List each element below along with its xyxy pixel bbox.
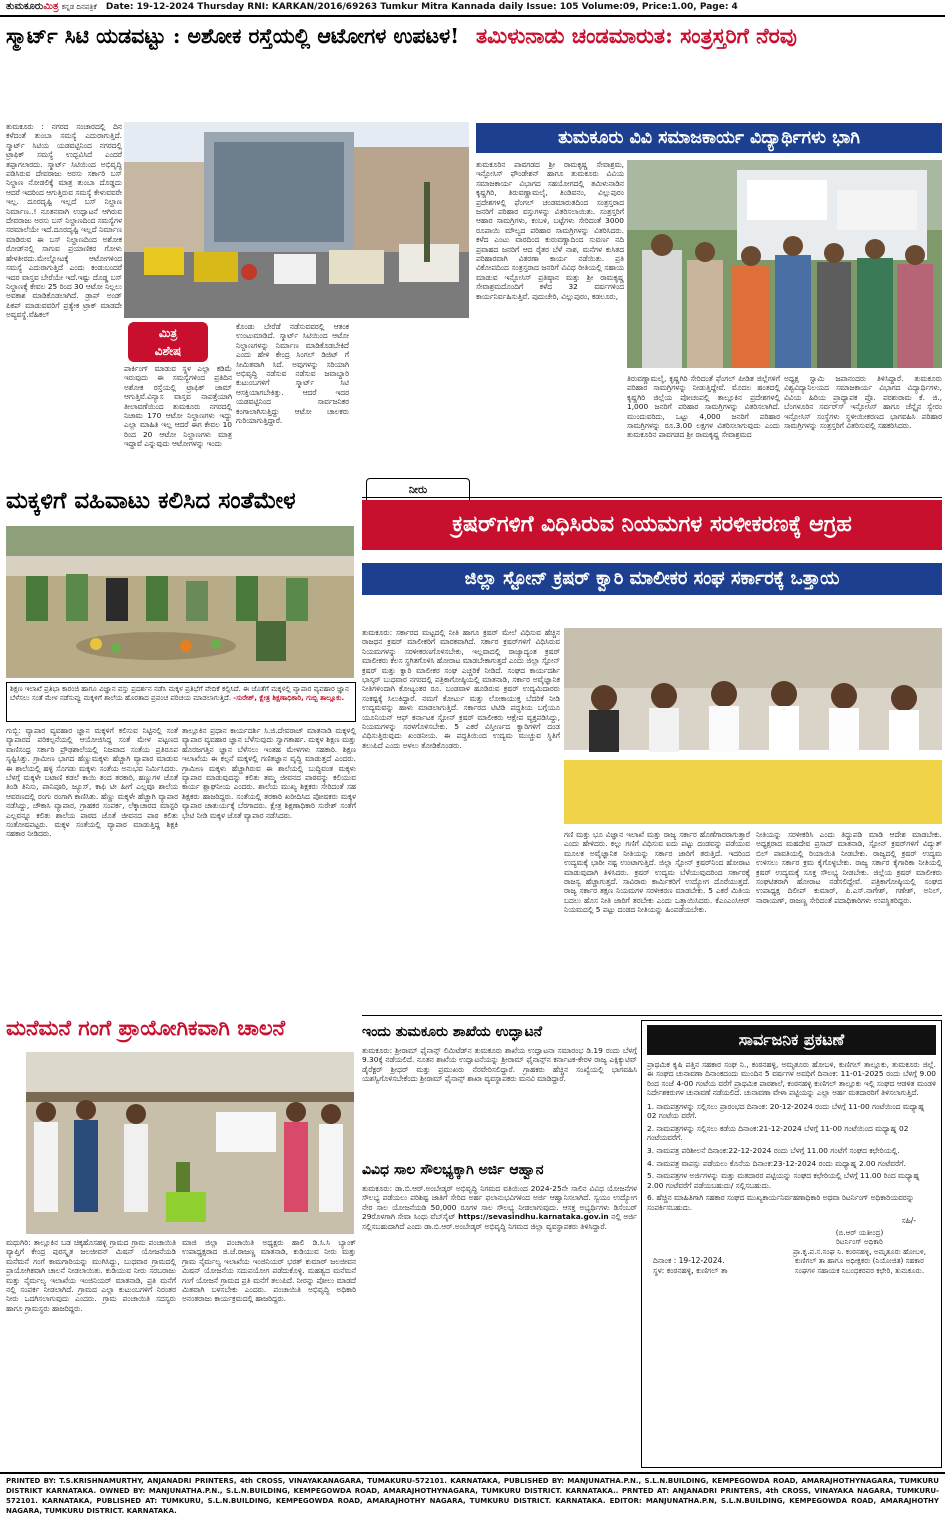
- story2-col3: ಅಧ್ಯಕ್ಷ ಸ್ವಾಮಿ ಜಪಾನಂದರು ತಿಳಿಸಿದ್ದಾರೆ. ತುಮಕೂರು ವಿಶ್ವವಿದ್ಯಾನಿಲಯದ ಸಮಾಜಕಾರ್ಯ ವಿಭಾಗದ ವಿದ್ಯಾರ್ಥಿಗಳು, ವಿವಿಯ ಹಿರಿಯ ಪ್ರಾಧ್ಯಾಪಕ ಪ್ರೊ. ಪರಶುರಾಮ ಕೆ. ಜಿ., ಬೆಂಗಳೂರಿನ ಸರ್ವರ್‌ಸ್ ಇನ್ಫೋಸಿಸ್ ಹಾಗೂ ಚೆನ್ನೈನ ಸ್ವೇರಂ ಇನ್ಫೋಸಿಸ್ ಸಂಸ್ಥೆಗಳು ಸ್ಥಳೀಯೀಕರಣದ ಭಾಗವಹಿಸಿ ಪರಿಹಾರ ಸಾಮಗ್ರಿಗಳನ್ನು ಸಂತ್ರಸ್ತರಿಗೆ ವಿತರಿಸುವಲ್ಲಿ ಸಹಕರಿಸಿದರು.: [784, 374, 942, 431]
- story2-headline: ತಮಿಳುನಾಡು ಚಂಡಮಾರುತ: ಸಂತ್ರಸ್ತರಿಗೆ ನೆರವು: [476, 23, 797, 48]
- story3-caption: [6, 682, 356, 722]
- brand-sub: ಕನ್ನಡ ದಿನಪತ್ರಿಕೆ: [61, 3, 97, 11]
- story3-col1: ಗುಬ್ಬಿ: ವ್ಯಾಪಾರ ವ್ಯವಹಾರ ಜ್ಞಾನ ಮಕ್ಕಳಿಗೆ ಕಲಿಸುವ ನಿಟ್ಟಿನಲ್ಲಿ ಸಂತೆ ವ್ಯಾಪಾರದ ಪರಿಕಲ್ಪನೆಯಲ್ಲಿ ಆಯೋಜಿಸಿದ್ದ ಸಂತೆ ಮೇಳ ಪಟ್ಟಣದ ವಾಣಿಸಂಧ್ರ ಸರ್ಕಾರಿ ಪ್ರೌಢಶಾಲೆಯಲ್ಲಿ ನಿಜವಾದ ಸಂತೆಯ ಪ್ರತಿರೂಪ ಸೃಷ್ಟಿಸಿತ್ತು. ಗ್ರಾಮೀಣ ಭಾಗದ ಹೆಣ್ಣುಮಕ್ಕಳು ಹೆಚ್ಚಾಗಿ ವ್ಯಾಪಾರ ಮಾಡುವ ಈ ಶಾಲೆಯಲ್ಲಿ ಹಳ್ಳಿ ಸೊಗಡು ಮಕ್ಕಳು ಸಂತೆಯ ಅನುಭವ ನಿರ್ಮಿಸಿದರು. ಬೆಳಗ್ಗೆ ಮಕ್ಕಳೇ ಬಟಾಣಿ ಕಡಲೆ ಕಾಯಿ ತಂದ ತರಕಾರಿ, ಹಣ್ಣುಗಳ ಜೊತೆ ತಿಂಡಿ ತಿನಿಸು, ಪಾನಿಪೂರಿ, ಜ್ಯೂಸ್, ಕಾಫಿ ಟೀ ಹೀಗೆ ಎಲ್ಲವೂ ಶಾಲೆಯ ಆವರಣದಲ್ಲಿ ರಂಗು ರಂಗಾಗಿ ಕಾಣಿಸಿತು. ಹೆಣ್ಣು ಮಕ್ಕಳೇ ಹೆಚ್ಚಾಗಿ ವ್ಯಾಪಾರ ನಡೆಸಿದ್ದು, ಚೌಕಾಸಿ ವ್ಯಾಪಾರ, ಗ್ರಾಹಕರ ಸಂಪರ್ಕ, ಲೆಕ್ಕಾಚಾರದ ಮಾಸ್ಟರಿ ಎಲ್ಲವನ್ನೂ ಕಲಿತು ಶಾಲೆಯ ಪಾಠದ ಜೊತೆ ಜೀವನದ ಪಾಠ ಕಲಿತು ಸಂತೋಷಪಟ್ಟರು. ಮಕ್ಕಳ ಸಂತೆಯಲ್ಲಿ ವ್ಯಾಪಾರ ಮಾಡುತ್ತಿದ್ದ ಶಿಕ್ಷಕಿ ಸಹಕಾರ ನೀಡಿದರು.: [6, 726, 178, 839]
- story7-body-text: ತುಮಕೂರು: ಡಾ.ಬಿ.ಆರ್.ಅಂಬೇಡ್ಕರ್ ಅಭಿವೃದ್ಧಿ ನಿಗಮದ ವತಿಯಿಂದ 2024-25ನೇ ಸಾಲಿನ ವಿವಿಧ ಯೋಜನೆಗಳ ಸೌಲಭ್ಯ ಪಡೆಯಲು ಪರಿಶಿಷ್ಟ ಜಾತಿಗೆ ಸೇರಿದ ಅರ್ಹ ಫಲಾನುಭವಿಗಳಿಂದ ಅರ್ಜಿ ಆಹ್ವಾನಿಸಲಾಗಿದೆ. ಸ್ವಯಂ ಉದ್ಯೋಗ ನೇರ ಸಾಲ ಯೋಜನೆಯಡಿ 50,000 ರೂಗಳ ಸಾಲ ಸೌಲಭ್ಯ ನೀಡಲಾಗುವುದು. ಆಸಕ್ತ ಅಭ್ಯರ್ಥಿಗಳು ಡಿಸೆಂಬರ್ 29ರೊಳಗಾಗಿ ಸೇವಾ ಸಿಂಧು ವೆಬ್‌ಸೈಟ್: [362, 1184, 637, 1222]
- notice-item: 4. ನಾಮಪತ್ರ ವಾಪಸ್ಸು ಪಡೆಯಲು ಕೊನೆಯ ದಿನಾಂಕ:23-12-2024 ರಂದು ಮಧ್ಯಾಹ್ನ 2.00 ಗಂಟೆವರೆಗೆ.: [647, 1158, 906, 1168]
- story1-col4: [353, 322, 469, 477]
- story3-photo-santhe: [6, 526, 354, 678]
- mitra-vishesha-badge: [128, 322, 208, 362]
- notice-date: ದಿನಾಂಕ : 19-12-2024.: [653, 1255, 725, 1265]
- story1-headline: ಸ್ಮಾರ್ಟ್ ಸಿಟಿ ಯಡವಟ್ಟು : ಅಶೋಕ ರಸ್ತೆಯಲ್ಲಿ ಆಟೋಗಳ ಉಪಟಳ!: [6, 24, 460, 48]
- masthead-info: Date: 19-12-2024 Thursday RNI: KARKAN/2016/69263 Tumkur Mitra Kannada daily Issue: 105 Volume:09, Price:1.00, Page: 4: [105, 2, 738, 12]
- notice-intro: ಪ್ರಾಥಮಿಕ ಕೃಷಿ ಪತ್ತಿನ ಸಹಕಾರ ಸಂಘ ನಿ., ಕಂಠನಹಳ್ಳಿ, ಅಮೃತೂರು ಹೋಬಳಿ, ಕುಣಿಗಲ್ ತಾಲ್ಲೂಕು, ತುಮಕೂರು ಜಿಲ್ಲೆ. ಈ ಸಂಘದ ಚುನಾವಣಾ ದಿನಾಂಕದಂದು ಮುಂದಿನ 5 ವರ್ಷಗಳ ಅವಧಿಗೆ ದಿನಾಂಕ: 11-01-2025 ರಂದು ಬೆಳಗ್ಗೆ 9.00 ರಿಂದ ಸಂಜೆ 4-00 ಗಂಟೆಯ ವರೆಗೆ ಪ್ರಾಥಮಿಕ ಪಾಠಶಾಲೆ, ಕಂಠನಹಳ್ಳಿ ಕುಣಿಗಲ್ ತಾಲ್ಲೂಕು ಇಲ್ಲಿ ಸಂಘದ ಆಡಳಿತ ಮಂಡಳಿ ನಿರ್ದೇಶಕರುಗಳ ಚುನಾವಣೆ ನಡೆಯಲಿದೆ. ಚುನಾವಣಾ ವೇಳಾ ಪಟ್ಟಿಯನ್ನು ಎಲ್ಲಾ ಅರ್ಹ ಮತದಾರರಿಗೆ ತಿಳಿಸಲಾಗುತ್ತಿದೆ.: [647, 1060, 936, 1098]
- story6-headline: ಇಂದು ತುಮಕೂರು ಶಾಖೆಯ ಉದ್ಘಾಟನೆ: [362, 1024, 543, 1040]
- story4-col1: ತುಮಕೂರು: ಸರ್ಕಾರದ ಮಟ್ಟದಲ್ಲಿ ನೀತಿ ಹಾಗೂ ಕ್ರಷರ್ ಮೇಲೆ ವಿಧಿಸುವ ಹೆಚ್ಚಿನ ರಾಜಧನ ಕ್ರಷರ್ ಮಾಲೀಕರಿಗೆ ಮಾರಕವಾಗಿದೆ. ಸರ್ಕಾರ ಕ್ರಷರ್‌ಗಳಿಗೆ ವಿಧಿಸಿರುವ ನಿಯಮಗಳನ್ನು ಸರಳೀಕರಣಗೊಳಿಸಬೇಕು, ಇಲ್ಲವಾದಲ್ಲಿ ರಾಜ್ಯಾದ್ಯಂತ ಕ್ರಷರ್ ಮಾಲೀಕರು ಕೆಲಸ ಸ್ಥಗಿತಗೊಳಿಸಿ ಹೋರಾಟ ಮಾಡಬೇಕಾಗುತ್ತದೆ ಎಂದು ಜಿಲ್ಲಾ ಸ್ಟೋನ್ ಕ್ರಷರ್ ಮತ್ತು ಕ್ವಾರಿ ಮಾಲೀಕರ ಸಂಘ ಎಚ್ಚರಿಕೆ ನೀಡಿದೆ. ಸಂಘದ ಕಾರ್ಯದರ್ಶಿ ಭಾಸ್ಕರ್ ಬುಧವಾರ ನಗರದಲ್ಲಿ ಪತ್ರಿಕಾಗೋಷ್ಠಿಯಲ್ಲಿ ಮಾತನಾಡಿ, ಸರ್ಕಾರ ಅವೈಜ್ಞಾನಿಕ ನೀತಿಗಳಿಂದಾಗಿ ಕೋಟ್ಯಂತರ ರೂ. ಬಂಡವಾಳ ಹೂಡಿರುವ ಕ್ರಷರ್ ಉದ್ಯಮಿದಾರರು ಸಂಕಷ್ಟಕ್ಕೆ ಸಿಲುಕಿದ್ದಾರೆ. ನಮಗೆ ಕೋರ್ಟು ಮತ್ತು ಲೋಕಾಯುಕ್ತ ಬೆದರಿಕೆ ನೀಡಿ ಉದ್ಯಮವನ್ನು ಹಾಳು ಮಾಡಲಾಗುತ್ತಿದೆ. ಸರ್ಕಾರದ ಟಿಟಿಡಿ ಪದ್ಧತಿಯ ಬಗ್ಗೆಯೂ ಯೂನಿಯನ್ ಆಫ್ ಕರ್ನಾಟಕ ಸ್ಟೋನ್ ಕ್ರಷರ್ ಮಾಲೀಕರು ಆಕ್ಷೇಪ ವ್ಯಕ್ತಪಡಿಸಿದ್ದು, ನಿಯಮಗಳನ್ನು ಸರಳಗೊಳಿಸಬೇಕು. 5 ಎಕರೆ ವಿಸ್ತೀರ್ಣದ ಕ್ವಾರಿಗಳಿಗೆ ದಂಡ ವಿಧಿಸುತ್ತಿರುವುದು ಖಂಡನೀಯ. ಈ ಪದ್ಧತಿಯಿಂದ ಉದ್ಯಮ ಮುಚ್ಚುವ ಸ್ಥಿತಿಗೆ ತಲುಪಿದೆ ಎಂದು ಅಳಲು ತೋಡಿಕೊಂಡರು.: [362, 628, 560, 750]
- story4-col3: ನೀತಿಯನ್ನು ಸರಳೀಕರಿಸಿ ಎಂದು ತಿದ್ದುಪಡಿ ಮಾಡಿ ಆದೇಶ ಮಾಡಬೇಕು. ಅಧ್ಯಕ್ಷರಾದ ಮಹದೇವ ಪ್ರಸಾದ್ ಮಾತನಾಡಿ, ಸ್ಟೋನ್ ಕ್ರಷರ್‌ಗಳಿಗೆ ವಿದ್ಯುತ್ ಬಿಲ್ ಪಾವತಿಯಲ್ಲಿ ರಿಯಾಯಿತಿ ನೀಡಬೇಕು. ರಾಜ್ಯದಲ್ಲಿ ಕ್ರಷರ್ ಉದ್ಯಮ ಉಳಿಸಲು ಸರ್ಕಾರ ಕ್ರಮ ಕೈಗೊಳ್ಳಬೇಕು. ರಾಜ್ಯ ಸರ್ಕಾರ ಕೈಗಾರಿಕಾ ನೀತಿಯಲ್ಲಿ ಕ್ರಷರ್ ಉದ್ಯಮಕ್ಕೆ ಸೂಕ್ತ ಸೌಲಭ್ಯ ನೀಡಬೇಕು. ಜಿಲ್ಲೆಯ ಕ್ರಷರ್ ಮಾಲೀಕರು ಸಂಘಟಿತರಾಗಿ ಹೋರಾಟ ನಡೆಸಲಿದ್ದೇವೆ. ಪತ್ರಿಕಾಗೋಷ್ಠಿಯಲ್ಲಿ ಸಂಘದ ಉಪಾಧ್ಯಕ್ಷ ದಿಲೀಪ್ ಕುಮಾರ್, ಪಿ.ಎಸ್.ನಾಗೇಶ್, ಗಣೇಶ್, ಅನಿಲ್, ನಾರಾಯಣ್, ರಾಜಣ್ಣ ಸೇರಿದಂತೆ ಪದಾಧಿಕಾರಿಗಳು ಉಪಸ್ಥಿತರಿದ್ದರು.: [756, 830, 942, 905]
- story4-headline: ಕ್ರಷರ್‌ಗಳಿಗೆ ವಿಧಿಸಿರುವ ನಿಯಮಗಳ ಸರಳೀಕರಣಕ್ಕೆ ಆಗ್ರಹ: [362, 500, 942, 550]
- notice-place: ಸ್ಥಳ: ಕಂಠನಹಳ್ಳಿ, ಕುಣಿಗಲ್ ತಾ: [653, 1265, 728, 1275]
- sevasindhu-link[interactable]: https://sevasindhu.karnataka.gov.in: [458, 1212, 609, 1222]
- story5-col1: ಮಧುಗಿರಿ: ತಾಲ್ಲೂಕಿನ ಬಡ ಚಿಕ್ಕಹೊಸಹಳ್ಳಿ ಗ್ರಾಮದ ಗ್ರಾಮ ಪಂಚಾಯಿತಿ ವ್ಯಾಪ್ತಿಗೆ ಕೇಂದ್ರ ಪುರಸ್ಕೃತ ಜಲಜೀವನ್ ಮಿಷನ್ ಯೋಜನೆಯಡಿ ಮನೆಮನೆ ಗಂಗೆ ಕಾಮಗಾರಿಯನ್ನು ಮುಗಿಸಿದ್ದು, ಬುಧವಾರ ಗ್ರಾಮದಲ್ಲಿ ಪ್ರಾಯೋಗಿಕವಾಗಿ ಚಾಲನೆ ನೀಡಲಾಯಿತು. ಕುಡಿಯುವ ನೀರು ಸರಬರಾಜು ಮತ್ತು ನೈರ್ಮಲ್ಯ ಇಲಾಖೆಯ ಇಂಜಿನಿಯರ್ ಮಾತನಾಡಿ, ಪ್ರತಿ ಮನೆಗೆ ನಲ್ಲಿ ಸಂಪರ್ಕ ನೀಡಲಾಗಿದೆ. ಗ್ರಾಮದ ಎಲ್ಲಾ ಕುಟುಂಬಗಳಿಗೆ ನಿರಂತರ ನೀರು ಒದಗಿಸಲಾಗುವುದು ಎಂದರು. ಗ್ರಾಮ ಪಂಚಾಯಿತಿ ಸದಸ್ಯರು ಹಾಗೂ ಗ್ರಾಮಸ್ಥರು ಹಾಜರಿದ್ದರು.: [6, 1238, 176, 1313]
- story7-body-text2: ನಲ್ಲಿ ಅರ್ಜಿ ಸಲ್ಲಿಸಬಹುದಾಗಿದೆ ಎಂದು ಡಾ.ಬಿ.ಆರ್.ಅಂಬೇಡ್ಕರ್ ಅಭಿವೃದ್ಧಿ ನಿಗಮದ ಜಿಲ್ಲಾ ವ್ಯವಸ್ಥಾಪಕರು ತಿಳಿಸಿದ್ದಾರೆ.: [362, 1212, 637, 1231]
- signatory-name: (ಬಿ.ಆರ್ ಯತೀಂದ್ರ): [835, 1227, 884, 1237]
- story2-subhead: ತುಮಕೂರು ವಿವಿ ಸಮಾಜಕಾರ್ಯ ವಿದ್ಯಾರ್ಥಿಗಳು ಭಾಗಿ: [476, 123, 942, 153]
- masthead-rule: [0, 15, 945, 17]
- caption-text: ಶಿಕ್ಷಣ ಇಲಾಖೆ ಪ್ರತಿಭಾ ಕಾರಂಜಿ ಹಾಗೂ ವಿಜ್ಞಾನ ವಸ್ತು ಪ್ರದರ್ಶನ ನಡೆಸಿ ಮಕ್ಕಳ ಪ್ರತಿಭೆಗೆ ವೇದಿಕೆ ಕಲ್ಪಿಸಿದೆ. ಈ ಜೊತೆಗೆ ಮಕ್ಕಳಲ್ಲಿ ವ್ಯಾಪಾರ ವ್ಯವಹಾರ ಜ್ಞಾನ ಬೆಳೆಸಲು ಸಂತೆ ಮೇಳ ನಡೆಸುವ್ವು ಮಕ್ಕಳಿಗೆ ಶಾಲೆಯ ಹೊರತಾದ ಪ್ರಪಂಚ ಪರಿಚಯ ಮಾಡಲಾಗುತ್ತಿದೆ.: [10, 685, 349, 702]
- masthead: [0, 0, 945, 14]
- story1-col3: ಕೊಂಡು ಬೇರೆಡೆ ನಡೆಸುವವರಲ್ಲಿ ಆತಂಕ ಉಂಟುಮಾಡಿದೆ. ಸ್ಮಾರ್ಟ್ ಸಿಟಿಯಿಂದ ಆಟೋ ನಿಲ್ದಾಣಗಳನ್ನು ನಿರ್ಮಾಣ ಮಾಡಿಕೊಡಬೇಕಿದೆ ಎಂದು ಹೇಳಿ ಕೇಂದ್ರ ಸಿಂಗಲ್ ಡಿಜಿಟ್ ಗೆ ಸೀಮಿತವಾಗಿ ಸಿದೆ. ಅವುಗಳನ್ನು ಸರಿಯಾಗಿ ಅಭಿವೃದ್ಧಿ ನಡೆಸುವ ನಡೆಸುವ ಜವಾಬ್ದಾರಿ ಕುಟುಂಬಗಳಿಗೆ ಸ್ಮಾರ್ಟ್ ಸಿಟಿ ಆಸಕ್ತಿಯಾಗಬೇಕಿತ್ತು. ಆದರೆ ಇದರ ಯಡವಟ್ಟಿನಿಂದ ಸಾರ್ವಜನಿಕರ ಕಂಗಾಲಾಗಿಸುತ್ತಿದ್ದು ಆಟೋ ಚಾಲಕರು ಗುರಿಯಾಗುತ್ತಿದ್ದಾರೆ.: [236, 322, 349, 426]
- notice-item: 2. ನಾಮಪತ್ರಗಳನ್ನು ಸಲ್ಲಿಸಲು ಕಡೆಯ ದಿನಾಂಕ:21-12-2024 ಬೆಳಗ್ಗೆ 11-00 ಗಂಟೆಯಿಂದ ಮಧ್ಯಾಹ್ನ 02 ಗಂಟೆಯವರೆಗೆ.: [647, 1123, 909, 1143]
- story2-col2: ತಿರುವಣ್ಣಾಮಲೈ, ಕೃಷ್ಣಗಿರಿ ಸೇರಿದಂತೆ ಫೆಂಗಲ್ ಪೀಡಿತ ಜಿಲ್ಲೆಗಳಿಗೆ ಪರಿಹಾರ ಸಾಮಗ್ರಿಗಳನ್ನು ನೀಡುತ್ತಿದ್ದೇವೆ. ಮೊದಲ ಹಂತದಲ್ಲಿ ಕೃಷ್ಣಗಿರಿ ಜಿಲ್ಲೆಯ ಪೋಚಂಪಲ್ಲಿ ತಾಲ್ಲೂಕಿನ ಪ್ರದೇಶಗಳಲ್ಲಿ 1,000 ಜನರಿಗೆ ಪರಿಹಾರ ಸಾಮಗ್ರಿಗಳನ್ನು ವಿತರಿಸಲಾಗಿದೆ. ಮುಂದುವರಿದು, ಒಟ್ಟು 4,000 ಜನರಿಗೆ ಪರಿಹಾರ ಸಾಮಗ್ರಿಗಳನ್ನು ರೂ.3.00 ಲಕ್ಷಗಳ ವಿತರಿಸಲಾಗುವುದು ಎಂದು ತುಮಕೂರಿನ ಪಾವಗಡದ ಶ್ರೀ ರಾಮಕೃಷ್ಣ ಸೇವಾಶ್ರಮದ: [627, 374, 780, 440]
- caption-credit: -ಸುರೇಶ್, ಕ್ಷೇತ್ರ ಶಿಕ್ಷಣಾಧಿಕಾರಿ, ಗುಬ್ಬಿ ತಾಲ್ಲೂಕು.: [233, 694, 345, 702]
- notice-date-place: [653, 1256, 773, 1276]
- rule-story4: [362, 1015, 942, 1016]
- story2-photo-relief: [627, 160, 942, 368]
- story5-col2: ಮಾಜಿ ಜಿಲ್ಲಾ ಪಂಚಾಯಿತಿ ಅಧ್ಯಕ್ಷರು ಹಾಲಿ ಡಿ.ಸಿ.ಸಿ ಬ್ಯಾಂಕ್ ಉಪಾಧ್ಯಕ್ಷರಾದ ಜಿ.ಜೆ.ರಾಜಣ್ಣ ಮಾತನಾಡಿ, ಕುಡಿಯುವ ನೀರು ಮತ್ತು ಗ್ರಾಮ ನೈರ್ಮಲ್ಯ ಇಲಾಖೆಯ ಇಂಜಿನಿಯರ್ ಭರತ್ ಕುಮಾರ್ ಜಲಜೀವನ ಮಿಷನ್ ಯೋಜನೆಯ ಸದುಪಯೋಗ ಪಡೆದುಕೊಳ್ಳಿ. ಮಹತ್ವದ ಮನೆಮನೆ ಗಂಗೆ ಯೋಜನೆ ಗ್ರಾಮದ ಪ್ರತಿ ಮನೆಗೆ ತಲುಪಿದೆ. ನೀರನ್ನು ಪೋಲು ಮಾಡದೆ ಮಿತವಾಗಿ ಬಳಸಬೇಕು ಎಂದರು. ಪಂಚಾಯಿತಿ ಅಭಿವೃದ್ಧಿ ಅಧಿಕಾರಿ ಅನಂತರಾಜು ಕಾರ್ಯಕ್ರಮದಲ್ಲಿ ಹಾಜರಿದ್ದರು.: [182, 1238, 356, 1304]
- story4-col2: ಗಣಿ ಮತ್ತು ಭೂ ವಿಜ್ಞಾನ ಇಲಾಖೆ ಮತ್ತು ರಾಜ್ಯ ಸರ್ಕಾರ ಹೊಣೆಗಾರರಾಗುತ್ತಾರೆ ಎಂದು ಹೇಳಿದರು. ಕಲ್ಲು ಗಣಿಗೆ ವಿಧಿಸುವ ಐದು ಪಟ್ಟು ದಂಡವನ್ನು ಪಡೆಯುವ ಮೂಲಕ ಅವೈಜ್ಞಾನಿಕ ನೀತಿಯನ್ನು ಸರ್ಕಾರ ಜಾರಿಗೆ ತರುತ್ತಿದೆ. ಇದರಿಂದ ಉದ್ಯಮಕ್ಕೆ ಭಾರೀ ನಷ್ಟ ಉಂಟಾಗುತ್ತಿದೆ. ಜಿಲ್ಲಾ ಸ್ಟೋನ್ ಕ್ರಷರ್‌ನಿಂದ ಹೋರಾಟ ಮಾಡುವುದಾಗಿ ತಿಳಿಸಿದರು. ಕ್ರಷರ್ ಉದ್ಯಮ ಬೆಳೆಯುವುದರಿಂದ ಸರ್ಕಾರಕ್ಕೆ ರಾಜಸ್ವ ಹೆಚ್ಚಾಗುತ್ತದೆ. ಸಾವಿರಾರು ಕಾರ್ಮಿಕರಿಗೆ ಉದ್ಯೋಗ ದೊರೆಯುತ್ತದೆ. ರಾಜ್ಯ ಸರ್ಕಾರ ತಕ್ಷಣ ನಿಯಮಗಳ ಸರಳೀಕರಣ ಮಾಡಬೇಕು. 5 ಎಕರೆ ಮಿತಿಯ ಬದಲು ಹೊಸ ನೀತಿ ಜಾರಿಗೆ ತರಬೇಕು ಎಂದು ಒತ್ತಾಯಿಸಿದರು. ಕೆಎಂಎಂಸಿಆರ್ ನಿಯಮದಲ್ಲಿ 5 ಪಟ್ಟು ದಂಡದ ನೀತಿಯನ್ನು ಹಿಂಪಡೆಯಬೇಕು.: [564, 830, 750, 915]
- story6-body: ತುಮಕೂರು: ಶ್ರೀರಾಮ್ ಫೈನಾನ್ಸ್ ಲಿಮಿಟೆಡ್‌ನ ತುಮಕೂರು ಶಾಖೆಯ ಉದ್ಘಾಟನಾ ಸಮಾರಂಭ ಡಿ.19 ರಂದು ಬೆಳಗ್ಗೆ 9.30ಕ್ಕೆ ನಡೆಯಲಿದೆ. ನೂತನ ಶಾಖೆಯ ಉದ್ಘಾಟನೆಯನ್ನು ಶ್ರೀರಾಮ್ ಫೈನಾನ್ಸ್‌ನ ಕರ್ನಾಟಕ-ಕೇರಳ ರಾಜ್ಯ ಎಕ್ಸಿಕ್ಯುಟಿವ್ ಡೈರೆಕ್ಟರ್ ಶ್ರೀಧರ್ ಮತ್ತು ಪ್ರಮುಖರು ನೆರವೇರಿಸಲಿದ್ದಾರೆ. ಗ್ರಾಹಕರು ಹೆಚ್ಚಿನ ಸಂಖ್ಯೆಯಲ್ಲಿ ಭಾಗವಹಿಸಿ ಯಶಸ್ವಿಗೊಳಿಸಬೇಕೆಂದು ಶ್ರೀರಾಮ್ ಫೈನಾನ್ಸ್ ಶಾಖಾ ವ್ಯವಸ್ಥಾಪಕರು ಮನವಿ ಮಾಡಿದ್ದಾರೆ.: [362, 1046, 637, 1084]
- imprint-footer: PRINTED BY: T.S.KRISHNAMURTHY, ANJANADRI PRINTERS, 4th CROSS, VINAYAKANAGARA, TUMAKURU-572101. KARNATAKA, PUBLISHED BY: MANJUNATHA.P.N., S.L.N.BUILDING, KEMPEGOWDA ROAD, AMARAJHOTHYNAGARA, TUMKURU DISTRIKT KARNATAKA. OWNED BY: MANJUNATHA.P.N., S.L.N.BUILDING, KEMPEGOWDA ROAD, AMARAJHOTHYNAGARA, TUMKURU DISTRICT. KARNATAKA.. PRNTED AT: ANJANADRI PRINTERS, 4th CROSS, VINAYAKA NAGARA, TUMKURU-572101. KARNATAKA, PUBLISHED AT: TUMKURU, S.L.N.BUILDING, KEMPEGOWDA ROAD, AMARAJHOTHY NAGARA, TUMKURU DISTRICT. KARNATAKA. EDITOR: MANJUNATHA.P.N, S.L.N.BUILDING, KEMPEGOWDA ROAD, AMARAJHOTHY NAGARA, TUMKURU DISTRICT. KARNATAKA.: [6, 1477, 939, 1515]
- notice-item: 6. ಹೆಚ್ಚಿನ ಮಾಹಿತಿಗಾಗಿ ಸಹಕಾರ ಸಂಘದ ಮುಖ್ಯಕಾರ್ಯನಿರ್ವಹಣಾಧಿಕಾರಿ ಅಥವಾ ರಿಟರ್ನಿಂಗ್ ಅಧಿಕಾರಿಯವರನ್ನು ಸಂಪರ್ಕಿಸಬಹುದು.: [647, 1193, 915, 1212]
- slogan-line1: ನೀರು: [408, 483, 428, 496]
- notice-item: 1. ನಾಮಪತ್ರಗಳನ್ನು ಸಲ್ಲಿಸಲು ಪ್ರಾರಂಭದ ದಿನಾಂಕ: 20-12-2024 ರಂದು ಬೆಳಗ್ಗೆ 11-00 ಗಂಟೆಯಿಂದ ಮಧ್ಯಾಹ್ನ 02 ಗಂಟೆಯ ವರೆಗೆ.: [647, 1101, 925, 1121]
- story1-col1: ತುಮಕೂರು : ನಗರದ ಸಂಚಾರದಲ್ಲಿ ದಿನ ಕಳೆದಂತೆ ತುಂಬಾ ಸಮಸ್ಯೆ ಎದುರಾಗುತ್ತಿದೆ. ಸ್ಮಾರ್ಟ್ ಸಿಟಿಯ ಯಡವಟ್ಟಿನಿಂದ ನಗರದಲ್ಲಿ ಟ್ರಾಫಿಕ್ ಸಮಸ್ಯೆ ಉದ್ಭವಿಸಿದೆ ಎಂದರೆ ತಪ್ಪಾಗಲಾರದು. ಸ್ಮಾರ್ಟ್ ಸಿಟಿಯಿಂದ ಅಭಿವೃದ್ಧಿ ಪಡಿಸಿರುವ ದೇವರಾಜು ಅರಸು ಸರ್ಕಾರಿ ಬಸ್ ನಿಲ್ದಾಣ ನೋಡಲಿಕ್ಕೆ ಮಾತ್ರ ತುಂಬಾ ದೊಡ್ಡದು ಆದರೆ ಇದರಿಂದ ಆಗುತ್ತಿರುವ ಸಮಸ್ಯೆ ಕೇಳುವವರೇ ಇಲ್ಲ. ದೂರದೃಷ್ಟಿ ಇಲ್ಲದೆ ಬಸ್ ನಿಲ್ದಾಣ ನಿರ್ಮಾಣ..! ನೂತನವಾಗಿ ಉದ್ಘಾಟನೆ ಆಗಿರುವ ದೇವರಾಜು ಅರಸು ಬಸ್ ನಿಲ್ದಾಣದಿಂದ ಸಮಸ್ಯೆಗಳ ಸರಮಾಲೆಯೇ ಇದೆ.ದೂರದೃಷ್ಟಿ ಇಲ್ಲದೆ ನಿರ್ಮಾಣ ಮಾಡಿರುವ ಈ ಬಸ್ ನಿಲ್ದಾಣದಿಂದ ಅಶೋಕ ರೋಡ್‌ನಲ್ಲಿ ಸಾಗುವ ಪ್ರಯಾಣಿಕರ ಗೋಳು ಹೇಳತೀರದು.ಮೇಲ್ನೋಟಕ್ಕೆ ಆಟೋಗಳಿಂದ ಸಮಸ್ಯೆ ಎದುರಾಗುತ್ತಿದೆ ಎಂದು ಕಂಡುಬಂದರೆ ಇದರ ವಾಸ್ತವ ಬೇರೆಯೇ ಇದೆ.ಇಷ್ಟು ದೊಡ್ಡ ಬಸ್ ನಿಲ್ದಾಣಕ್ಕೆ ಕೇವಲ 25 ರಿಂದ 30 ಆಟೋ ನಿಲ್ಲಲು ಅವಕಾಶ ಮಾಡಿಕೊಡಲಾಗಿದೆ. ಡ್ರಾಪ್ ಅಂಡ್ ಪಿಕಪ್ ಮಾಡುವವರಿಗೆ ಪ್ರತ್ಯೇಕ ಟ್ರಾಕ್ ಮಾಡದೇ ಅವ್ಯವಸ್ಥೆ.ವೆಹಿಕಲ್: [6, 122, 122, 320]
- notice-item: 3. ನಾಮಪತ್ರ ಪರಿಶೀಲನೆ ದಿನಾಂಕ:22-12-2024 ರಂದು ಬೆಳಗ್ಗೆ 11.00 ಗಂಟೆಗೆ ಸಂಘದ ಕಛೇರಿಯಲ್ಲಿ.: [647, 1146, 900, 1155]
- notice-items: [647, 1102, 936, 1213]
- brand-accent: ಮಿತ್ರ: [43, 1, 59, 12]
- signatory-title: ರಿಟರ್ನಿಂಗ್ ಅಧಿಕಾರಿ: [836, 1237, 883, 1247]
- story4-subhead: ಜಿಲ್ಲಾ ಸ್ಟೋನ್ ಕ್ರಷರ್ ಕ್ವಾರಿ ಮಾಲೀಕರ ಸಂಘ ಸರ್ಕಾರಕ್ಕೆ ಒತ್ತಾಯ: [362, 563, 942, 595]
- story7-headline: ವಿವಿಧ ಸಾಲ ಸೌಲಭ್ಯಕ್ಕಾಗಿ ಅರ್ಜಿ ಆಹ್ವಾನ: [362, 1162, 544, 1178]
- story3-headline: ಮಕ್ಕಳಿಗೆ ವಹಿವಾಟು ಕಲಿಸಿದ ಸಂತೆಮೇಳ: [6, 487, 296, 514]
- story7-body: [362, 1184, 637, 1468]
- story4-photo-pressmeet: [564, 628, 942, 824]
- public-notice-box: [641, 1020, 942, 1468]
- badge-line1: ಮಿತ್ರ: [158, 326, 178, 340]
- story2-col1: ತುಮಕೂರಿನ ಪಾವಗಡದ ಶ್ರೀ ರಾಮಕೃಷ್ಣ ಸೇವಾಶ್ರಮ, ಇನ್ಫೋಸಿಸ್ ಫೌಂಡೇಶನ್ ಹಾಗೂ ತುಮಕೂರು ವಿವಿಯ ಸಮಾಜಕಾರ್ಯ ವಿಭಾಗದ ಸಹಯೋಗದಲ್ಲಿ ತಮಿಳುನಾಡಿನ ಕೃಷ್ಣಗಿರಿ, ತಿರುವಣ್ಣಾಮಲೈ, ತಿಂಡಿವನಂ, ವಿಲ್ಲುಪುರಂ ಪ್ರದೇಶಗಳಲ್ಲಿ ಫೆಂಗಲ್ ಚಂಡಮಾರುತದಿಂದ ಸಂತ್ರಸ್ತರಾದ ಜನರಿಗೆ ಪರಿಹಾರ ವಸ್ತುಗಳನ್ನು ವಿತರಿಸಲಾಯಿತು. ಸಂತ್ರಸ್ತರಿಗೆ ಆಹಾರ ಸಾಮಗ್ರಿಗಳು, ಕಂಬಳಿ, ಬಟ್ಟೆಗಳು ಸೇರಿದಂತೆ 3000 ರೂಪಾಯಿ ಮೌಲ್ಯದ ಪರಿಹಾರ ಸಾಮಗ್ರಿಗಳನ್ನು ವಿತರಿಸಿದರು. ಕಳೆದ ಎಂಟು ವಾರದಿಂದ ಕುರುವಣ್ಣಾದಿಂದ ಸುವರ್ಣ ನದಿ ಪ್ರವಾಹದ ಜನರಿಗೆ ಆದ ರೈತರ ಬೆಳೆ ನಾಶ, ಮನೆಗಳ ಕುಸಿತದ ಪರಿಹಾರವಾಗಿ ವಿತರಣಾ ಕಾರ್ಯ ನಡೆಯಿತು. ಪ್ರತಿ ವಿಕೋಪದಿಂದ ಸಂತ್ರಸ್ತರಾದ ಜನರಿಗೆ ವಿವಿಧ ರೀತಿಯಲ್ಲಿ ಸಹಾಯ ಮಾಡುವ ಇನ್ಫೋಸಿಸ್ ಪ್ರತಿಷ್ಠಾನ ಮತ್ತು ಶ್ರೀ ರಾಮಕೃಷ್ಣ ಸೇವಾಶ್ರಮದೊಂದಿಗೆ ಕಳೆದ 32 ವರ್ಷಗಳಿಂದ ಕಾರ್ಯನಿರ್ವಹಿಸುತ್ತಿವೆ. ಪುದುಚೇರಿ, ವಿಲ್ಲುಪುರಂ, ಕಡಲೂರು,: [476, 160, 624, 301]
- story1-photo-traffic: [124, 122, 469, 318]
- notice-item: 5. ನಾಮಪತ್ರಗಳ ಅರ್ಜಿಗಳನ್ನು ಮತ್ತು ಮತದಾರರ ಪಟ್ಟಿಯನ್ನು ಸಂಘದ ಕಛೇರಿಯಲ್ಲಿ ಬೆಳಗ್ಗೆ 11.00 ರಿಂದ ಮಧ್ಯಾಹ್ನ 2.00 ಗಂಟೆವರೆಗೆ ಪಡೆಯಬಹುದು/ ಸಲ್ಲಿಸಬಹುದು.: [647, 1171, 920, 1190]
- signatory-org: ಪ್ರಾ.ಕೃ.ಪ.ಸ.ಸಂಘ ನಿ. ಕಂಠನಹಳ್ಳಿ, ಅಮೃತೂರು ಹೋಬಳಿ, ಕುಣಿಗಲ್ ತಾ ಹಾಗೂ ಅಧೀಕ್ಷಕರು (ನಿಯೋಜಿತ) ಸಹಕಾರ ಸಂಘಗಳ ಸಹಾಯಕ ನಿಬಂಧಕರವರ ಕಛೇರಿ, ತುಮಕೂರು.: [792, 1246, 927, 1275]
- signatory-block: [787, 1228, 932, 1276]
- masthead-brand: [6, 1, 59, 12]
- story3-col2: ತಾಲ್ಲೂಕಿನ ಪ್ರಧಾನ ಕಾರ್ಯದರ್ಶಿ ಸಿ.ಜಿ.ದೇವರಾಜ್ ಮಾತನಾಡಿ ಮಕ್ಕಳಲ್ಲಿ ವ್ಯಾಪಾರ ವ್ಯವಹಾರ ಜ್ಞಾನ ಬೆಳೆಸುವುದು ಸ್ವಾಗತಾರ್ಹ. ಮಕ್ಕಳ ಶಿಕ್ಷಣ ಮತ್ತು ಹೊರಜಗತ್ತಿನ ಜ್ಞಾನ ಬೆಳೆಸಲು ಇಂತಹ ಮೇಳಗಳು ಸಹಕಾರಿ. ಶಿಕ್ಷಣ ಇಲಾಖೆಯ ಈ ಕಲ್ಪನೆ ಮಕ್ಕಳಲ್ಲಿ ಗಣಿತಜ್ಞಾನ ವೃದ್ಧಿ ಮಾಡುತ್ತದೆ ಎಂದರು. ಗ್ರಾಮೀಣ ಮಕ್ಕಳು ಹೆಚ್ಚಾಗಿರುವ ಈ ಶಾಲೆಯಲ್ಲಿ ಬುದ್ಧಿವಂತ ಮಕ್ಕಳು ವ್ಯಾಪಾರ ಮಾಡುವುದನ್ನು ಕಲಿತು ತಮ್ಮ ಜೀವನದ ಪಾಠವನ್ನು ಕಲಿಯುವ ಕಾರ್ಯ ಶ್ಲಾಘನೀಯ ಎಂದರು. ಶಾಲೆಯ ಮುಖ್ಯ ಶಿಕ್ಷಕರು ಸೇರಿದಂತೆ ಸಹ ಶಿಕ್ಷಕರು ಹಾಜರಿದ್ದರು. ಸಂತೆಯಲ್ಲಿ ತರಕಾರಿ ಖರೀದಿಸಿದ ಪೋಷಕರು ಮಕ್ಕಳ ವ್ಯಾಪಾರ ಚಾತುರ್ಯಕ್ಕೆ ಬೆರಗಾದರು. ಕ್ಷೇತ್ರ ಶಿಕ್ಷಣಾಧಿಕಾರಿ ಸುರೇಶ್ ಸಂತೆಗೆ ಭೇಟಿ ನೀಡಿ ಮಕ್ಕಳ ಜೊತೆ ವ್ಯಾಪಾರ ನಡೆಸಿದರು.: [182, 726, 356, 820]
- notice-title: ಸಾರ್ವಜನಿಕ ಪ್ರಕಟಣೆ: [647, 1025, 936, 1055]
- footer-rule: [0, 1472, 945, 1474]
- brand-main: ತುಮಕೂರು: [6, 1, 44, 12]
- notice-signature: [647, 1216, 936, 1326]
- story5-photo-tap: [26, 1052, 354, 1234]
- story5-headline: ಮನೆಮನೆ ಗಂಗೆ ಪ್ರಾಯೋಗಿಕವಾಗಿ ಚಾಲನೆ: [6, 1015, 286, 1040]
- sign-mark: ಸಹಿ/-: [901, 1215, 916, 1225]
- badge-line2: ವಿಶೇಷ: [154, 344, 182, 358]
- story1-col2-text: ಪಾರ್ಕಿಂಗ್ ಮಾಡುವ ಸ್ಥಳ ಎಲ್ಲಾ ಕಡಿಮೆ ಇರುವುದು ಈ ಸಮಸ್ಯೆಗಳಿಂದ ಪ್ರತಿದಿನ ಅಶೋಕ ರಸ್ತೆಯಲ್ಲಿ ಟ್ರಾಫಿಕ್ ಜಾಮ್ ಆಗುತ್ತಿವೆ.ವಿನ್ಯಾಸ ವಾಸ್ತವ ನಾಪತ್ತೆಯಾಗಿ ತೀಲಾವಣೆಯಿಂದ ತುಮಕೂರು ನಗರದಲ್ಲಿ ನಿಜಾಮ 170 ಆಟೋ ನಿಲ್ದಾಣಗಳು ಇದ್ದು ಎಲ್ಲಾ ಮಾಹಿತಿ ಇಲ್ಲ ಆದರೆ ಈಗ ಕೇವಲ 10 ರಿಂದ 20 ಆಟೋ ನಿಲ್ದಾಣಗಳು ಮಾತ್ರ ಇದ್ದಾವೆ ಎನ್ನುವುದು ಆಟೋಗಳನ್ನು ಇಂದು: [124, 364, 232, 449]
